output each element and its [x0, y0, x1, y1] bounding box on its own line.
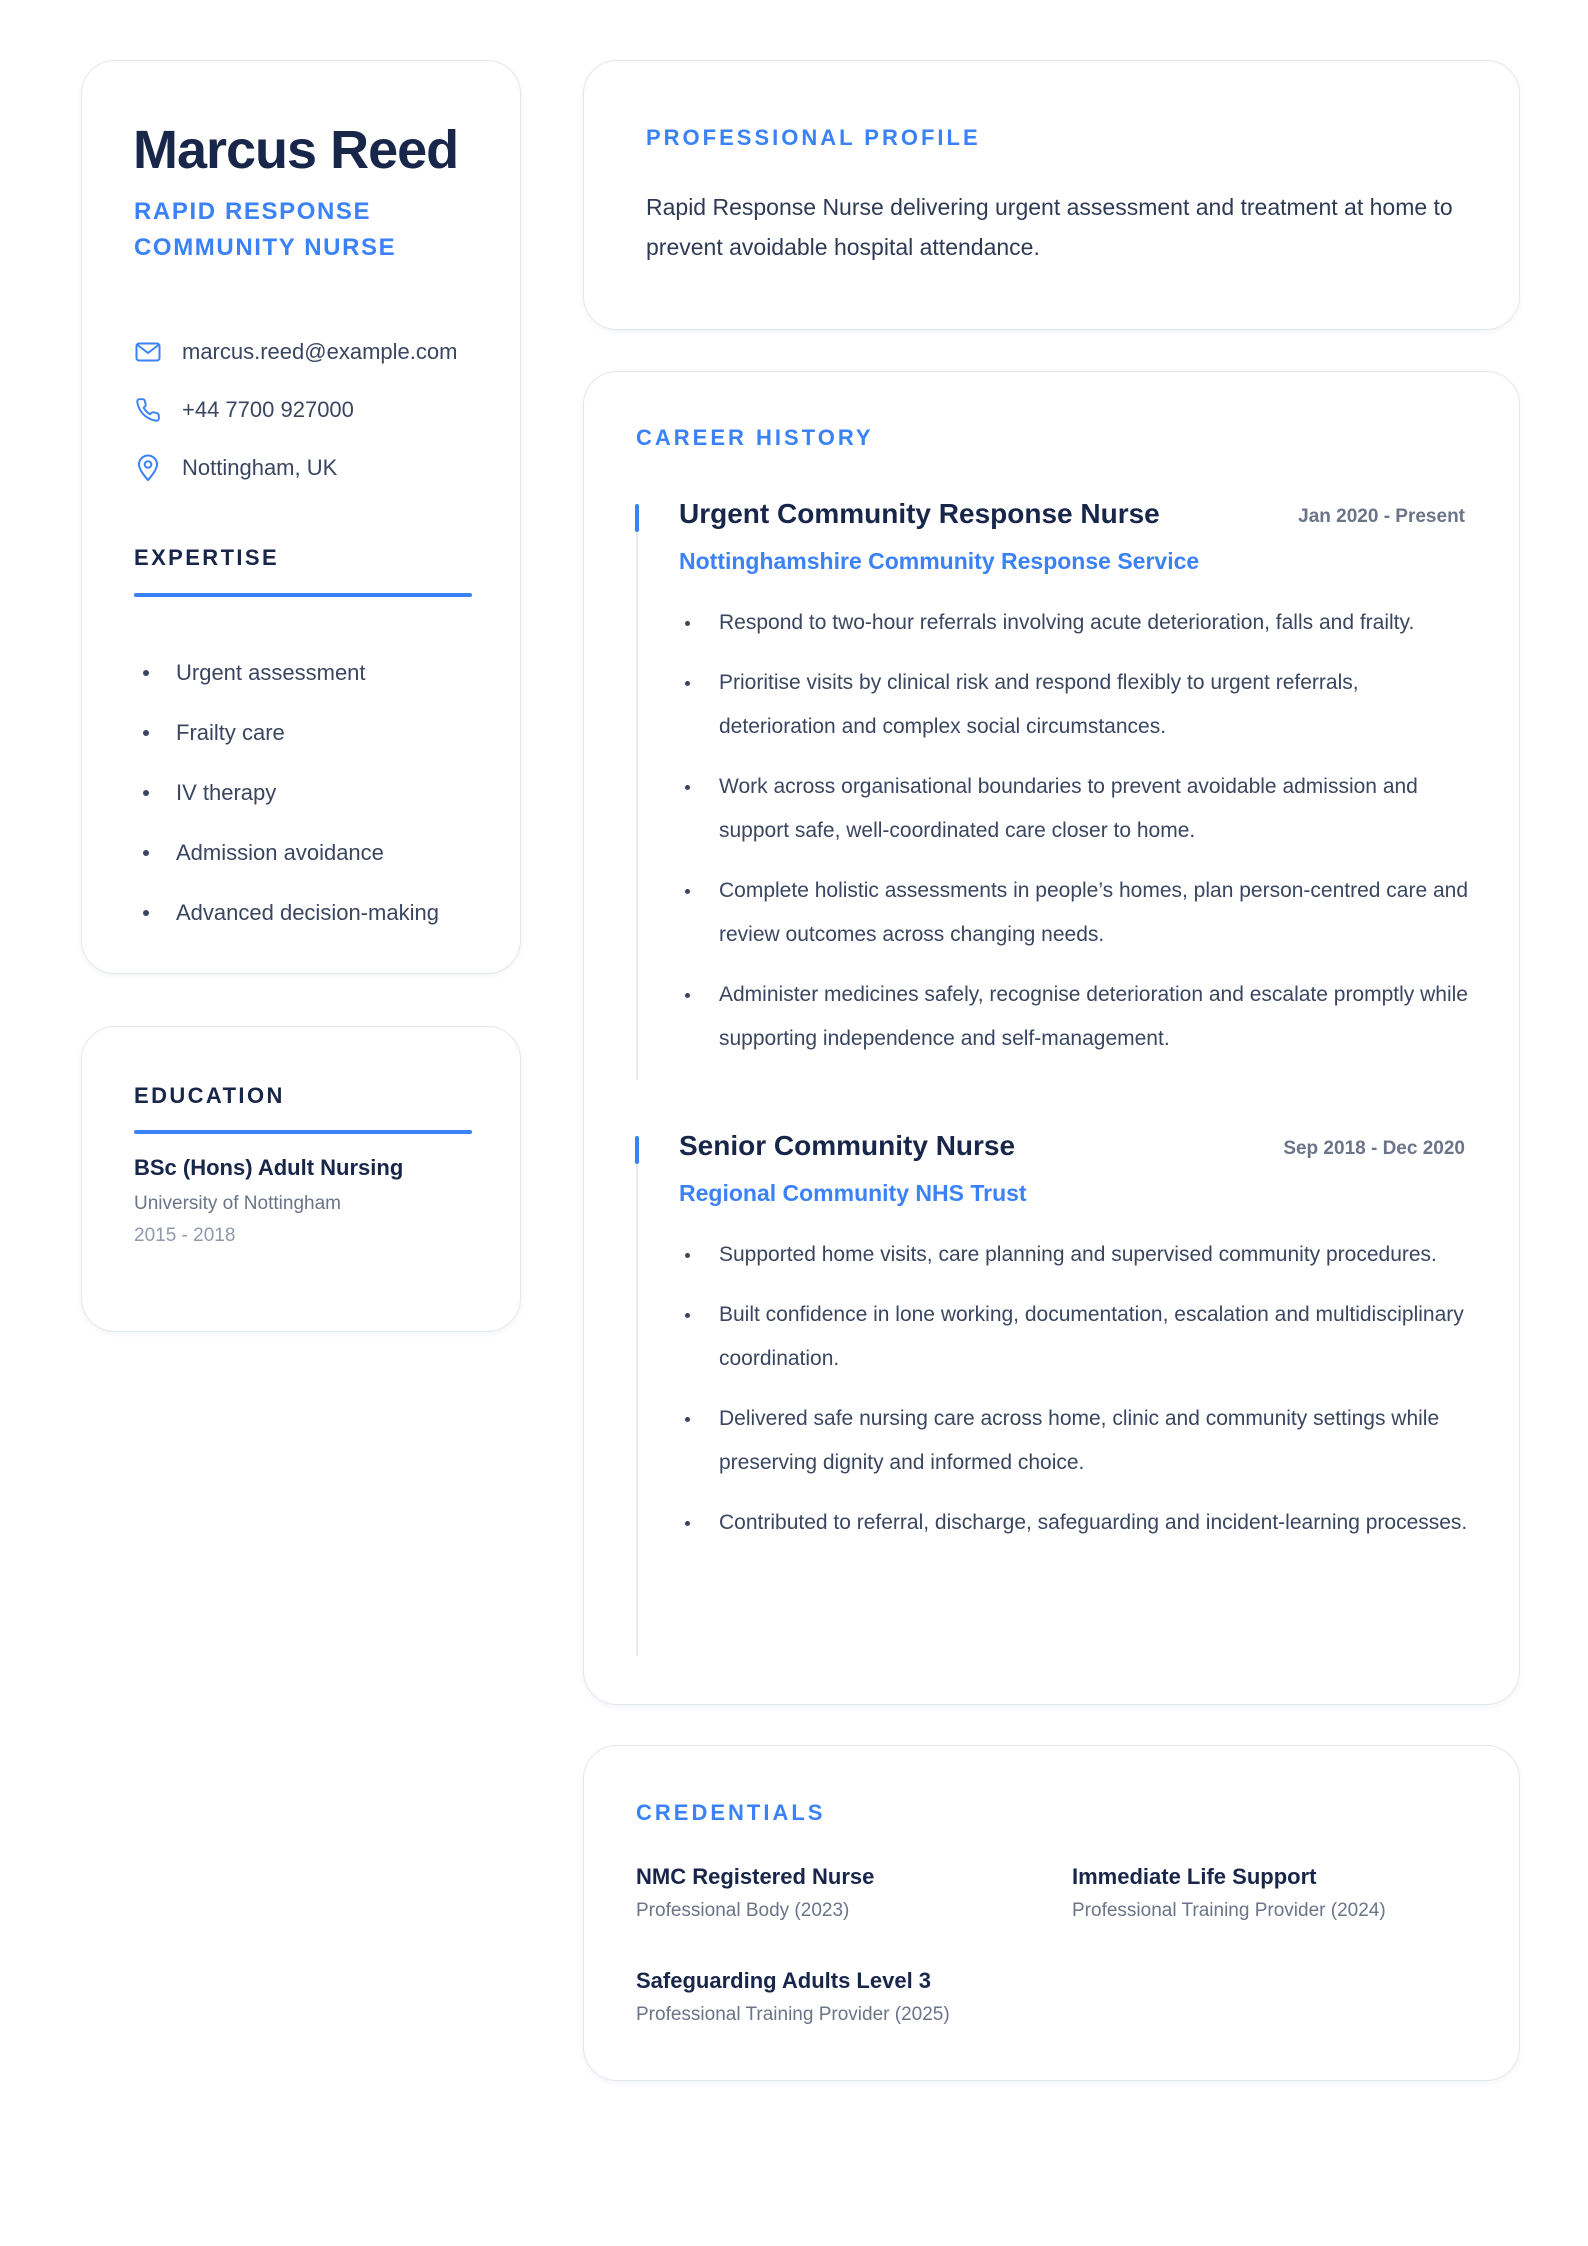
bullet-dot — [143, 730, 149, 736]
job-organization: Regional Community NHS Trust — [679, 1180, 1027, 1206]
bullet-dot — [143, 910, 149, 916]
credentials-heading: CREDENTIALS — [636, 1800, 826, 1825]
job-timeline-line — [636, 1164, 638, 1656]
profile-heading: PROFESSIONAL PROFILE — [646, 125, 981, 150]
expertise-heading: EXPERTISE — [134, 545, 280, 570]
list-item — [679, 973, 1469, 1062]
job-accent-bar — [635, 1136, 639, 1164]
identity-card — [81, 60, 521, 974]
skill-label: Advanced decision-making — [176, 900, 439, 925]
bullet-dot — [685, 785, 690, 790]
contact-email-text: marcus.reed@example.com — [182, 339, 458, 364]
career-heading: CAREER HISTORY — [636, 425, 874, 450]
location-pin-icon — [134, 454, 162, 482]
credential-item — [636, 1968, 950, 2026]
bullet-text: Delivered safe nursing care across home, clinic and community settings while preserving dignity and informed choice. — [719, 1406, 1440, 1474]
career-card — [583, 371, 1520, 1705]
job-dates: Jan 2020 - Present — [1298, 506, 1465, 527]
bullet-dot — [143, 850, 149, 856]
credential-issuer: Professional Training Provider (2024) — [1072, 1900, 1386, 1921]
job-bullets — [679, 601, 1469, 1077]
job-entry — [635, 498, 1469, 1078]
job-dates: Sep 2018 - Dec 2020 — [1283, 1138, 1465, 1159]
education-card — [81, 1026, 521, 1332]
bullet-text: Administer medicines safely, recognise deterioration and escalate promptly while supporting independence and self-management. — [719, 982, 1468, 1050]
contact-phone-text: +44 7700 927000 — [182, 397, 354, 422]
bullet-text: Prioritise visits by clinical risk and respond flexibly to urgent referrals, deterioration and complex social circumstances. — [719, 670, 1359, 738]
bullet-text: Respond to two-hour referrals involving acute deterioration, falls and frailty. — [719, 611, 1415, 634]
education-years: 2015 - 2018 — [134, 1225, 236, 1246]
contact-location-text: Nottingham, UK — [182, 455, 338, 480]
job-entry — [635, 1130, 1468, 1656]
bullet-dot — [685, 1417, 690, 1422]
bullet-dot — [685, 889, 690, 894]
list-item — [134, 703, 484, 763]
mail-icon — [134, 338, 162, 366]
person-name: Marcus Reed — [133, 120, 459, 180]
contact-email[interactable] — [134, 323, 504, 381]
list-item — [134, 643, 484, 703]
bullet-text: Complete holistic assessments in people’s homes, plan person-centred care and review outcomes across changing needs. — [719, 878, 1469, 946]
list-item — [679, 1501, 1469, 1546]
job-bullets — [679, 1233, 1469, 1560]
bullet-dot — [685, 993, 690, 998]
skill-label: Admission avoidance — [176, 840, 384, 865]
bullet-dot — [143, 670, 149, 676]
contact-list — [134, 323, 504, 497]
skill-label: Urgent assessment — [176, 660, 366, 685]
list-item — [679, 1233, 1469, 1278]
job-title: Senior Community Nurse — [679, 1130, 1016, 1161]
skill-label: IV therapy — [176, 780, 277, 805]
bullet-text: Built confidence in lone working, documentation, escalation and multidisciplinary coordination. — [719, 1302, 1464, 1370]
list-item — [134, 883, 484, 943]
profile-card — [583, 60, 1520, 330]
bullet-dot — [685, 1521, 690, 1526]
credential-issuer: Professional Training Provider (2025) — [636, 2004, 950, 2025]
list-item — [679, 1293, 1469, 1382]
bullet-text: Work across organisational boundaries to prevent avoidable admission and support safe, well-coordinated care closer to home. — [719, 774, 1418, 842]
bullet-dot — [143, 790, 149, 796]
bullet-dot — [685, 681, 690, 686]
credential-name: Safeguarding Adults Level 3 — [636, 1968, 932, 1993]
expertise-list — [134, 643, 484, 943]
credential-item — [1072, 1864, 1386, 1922]
list-item — [679, 1397, 1469, 1486]
skill-label: Frailty care — [176, 720, 285, 745]
list-item — [679, 601, 1469, 646]
education-heading: EDUCATION — [134, 1083, 285, 1108]
education-school: University of Nottingham — [134, 1193, 341, 1214]
list-item — [134, 823, 484, 883]
contact-location — [134, 439, 504, 497]
job-title: Urgent Community Response Nurse — [679, 498, 1160, 529]
credential-name: NMC Registered Nurse — [636, 1864, 875, 1889]
bullet-dot — [685, 1313, 690, 1318]
list-item — [679, 661, 1469, 750]
education-divider — [134, 1130, 472, 1134]
credential-item — [636, 1864, 874, 1922]
expertise-divider — [134, 593, 472, 597]
job-timeline-line — [636, 532, 638, 1080]
bullet-text: Contributed to referral, discharge, safeguarding and incident-learning processes. — [719, 1510, 1468, 1534]
bullet-dot — [685, 1253, 690, 1258]
phone-icon — [134, 396, 162, 424]
credential-issuer: Professional Body (2023) — [636, 1900, 850, 1921]
education-degree: BSc (Hons) Adult Nursing — [134, 1155, 404, 1180]
list-item — [679, 765, 1469, 854]
contact-phone[interactable] — [134, 381, 504, 439]
credentials-card — [583, 1745, 1520, 2081]
person-role: RAPID RESPONSE COMMUNITY NURSE — [134, 198, 397, 261]
credential-name: Immediate Life Support — [1072, 1864, 1317, 1889]
list-item — [679, 869, 1469, 958]
job-organization: Nottinghamshire Community Response Service — [679, 548, 1200, 574]
profile-text: Rapid Response Nurse delivering urgent assessment and treatment at home to prevent avoidable hospital attendance. — [646, 194, 1453, 260]
bullet-text: Supported home visits, care planning and supervised community procedures. — [719, 1243, 1437, 1266]
list-item — [134, 763, 484, 823]
bullet-dot — [685, 621, 690, 626]
job-accent-bar — [635, 504, 639, 532]
